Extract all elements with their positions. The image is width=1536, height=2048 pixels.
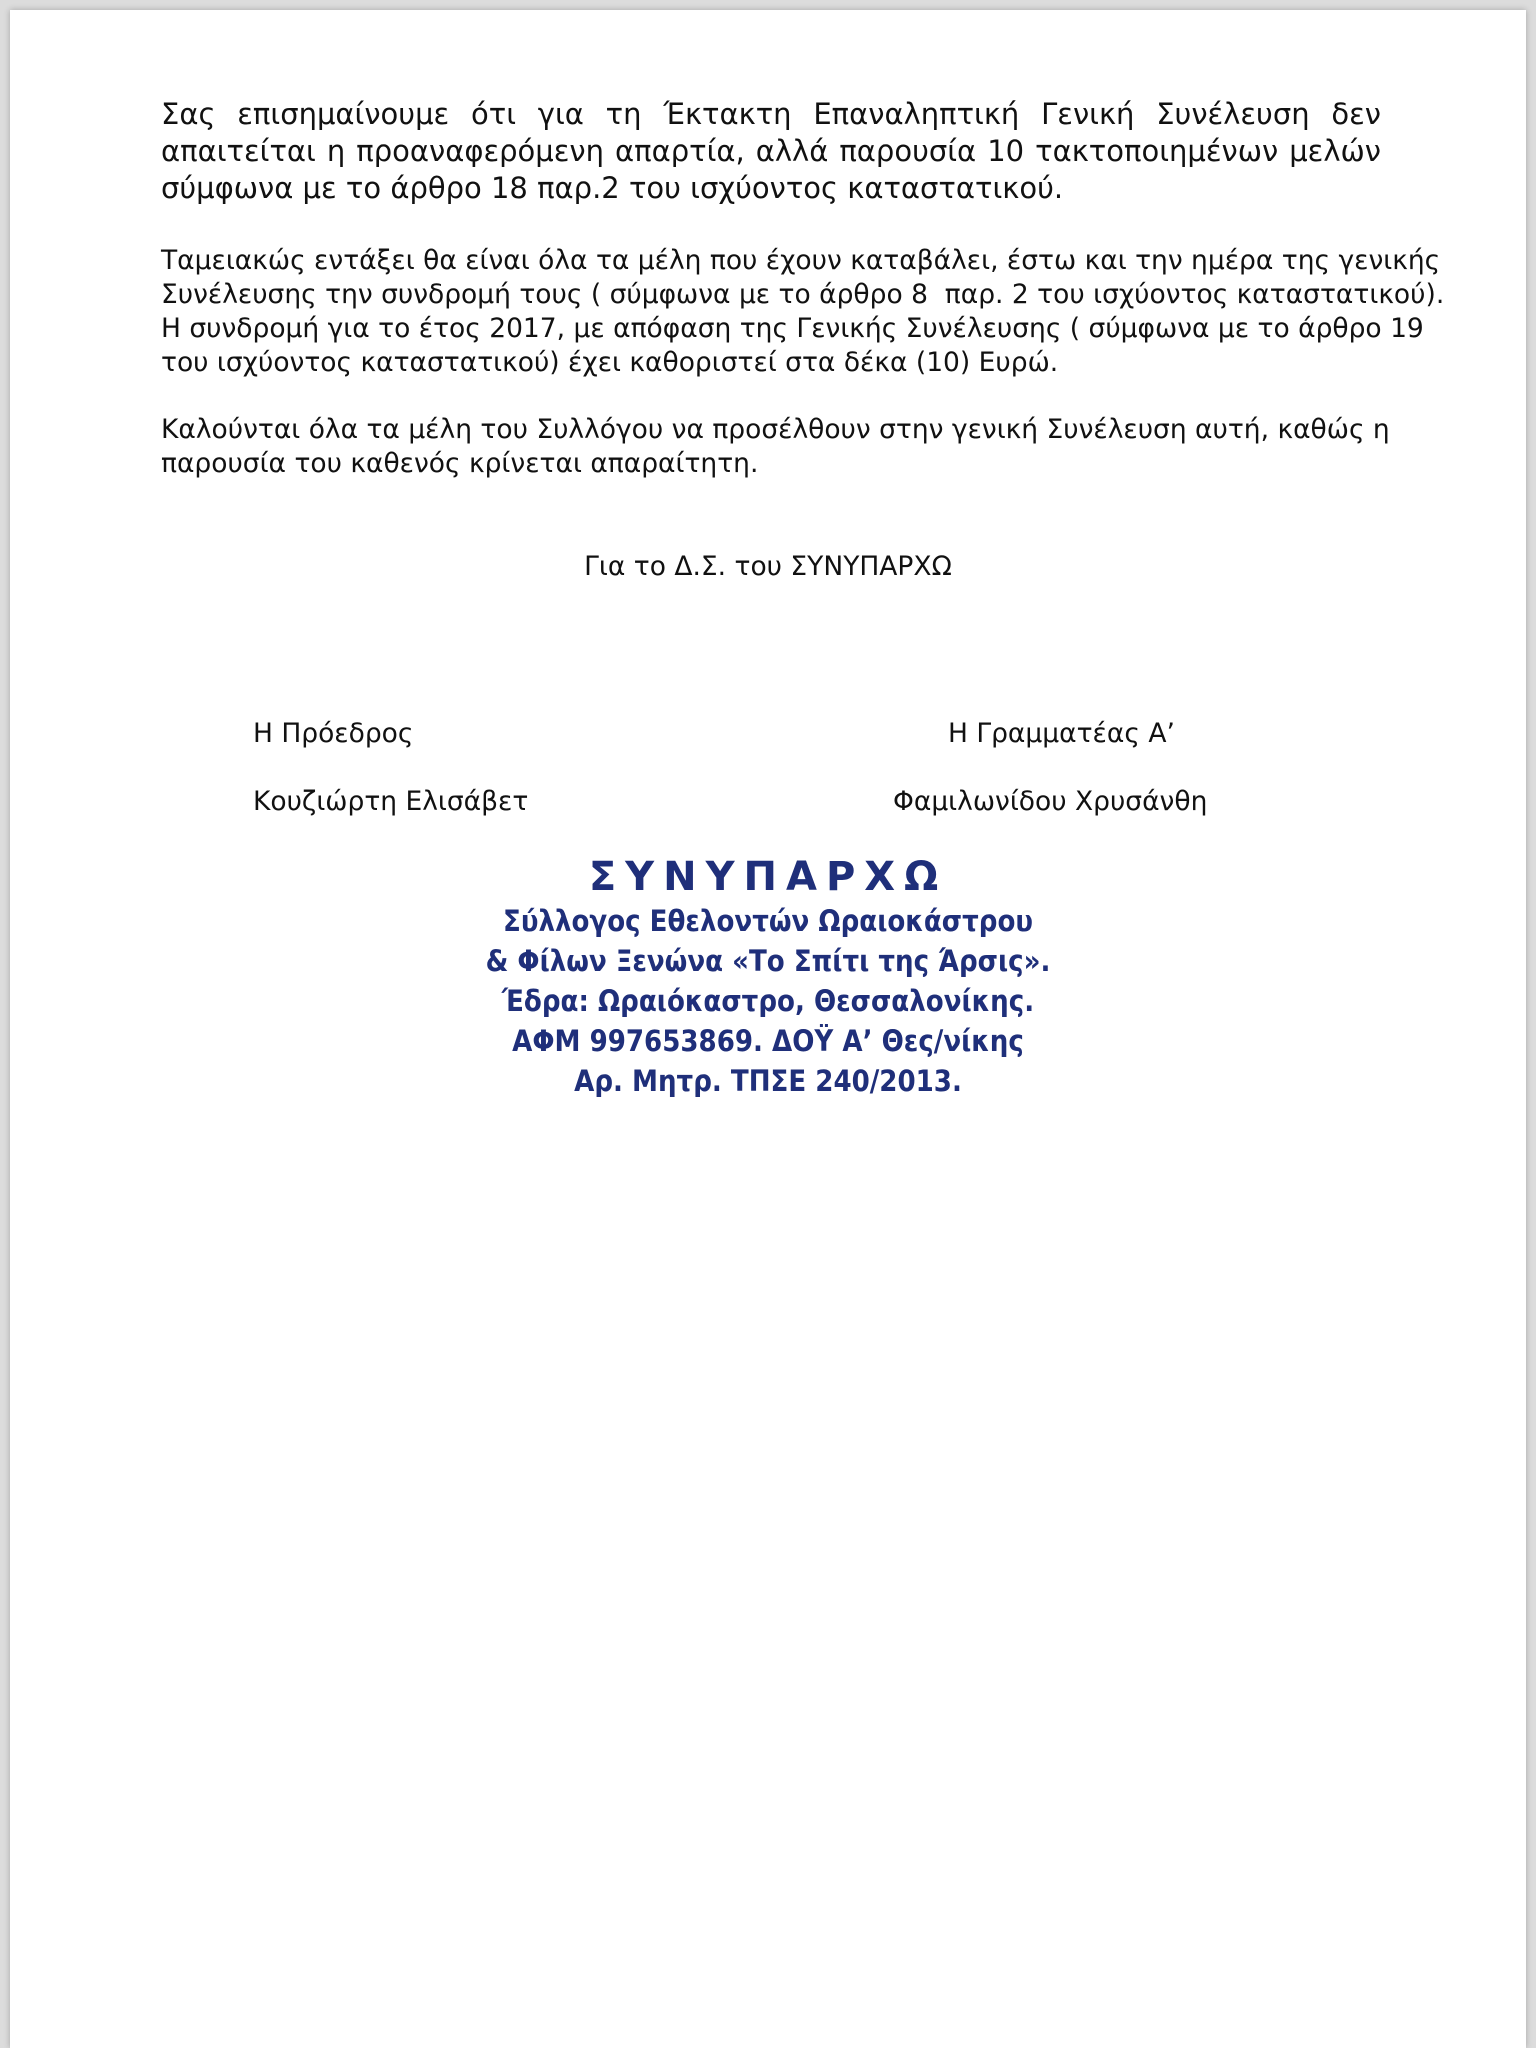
stamp-line-association: Σύλλογος Εθελοντών Ωραιοκάστρου — [502, 904, 1034, 938]
secretary-title: Η Γραμματέας Α’ — [948, 718, 1175, 749]
stamp-title: ΣΥΝΥΠΑΡΧΩ — [588, 854, 948, 900]
paragraph-quorum: Σας επισημαίνουμε ότι για τη Έκτακτη Επαναληπτική Γενική Συνέλευση δεν απαιτείται η προαναφερόμενη απαρτία, αλλά παρουσία 10 τακτοποιημένων μελών σύμφωνα με το άρθρο 18 παρ.2 του ισχύοντος καταστατικού. — [161, 97, 1381, 205]
stamp-line-tax-id: ΑΦΜ 997653869. ΔΟΫ Α’ Θες/νίκης — [512, 1024, 1024, 1058]
association-stamp — [10, 853, 1526, 1101]
board-signature-line: Για το Δ.Σ. του ΣΥΝΥΠΑΡΧΩ — [584, 551, 952, 582]
stamp-line-seat: Έδρα: Ωραιόκαστρο, Θεσσαλονίκης. — [501, 984, 1035, 1018]
president-title: Η Πρόεδρος — [253, 718, 414, 749]
stamp-line-registry: Αρ. Μητρ. ΤΠΣΕ 240/2013. — [574, 1064, 962, 1098]
paragraph-subscription: Ταμειακώς εντάξει θα είναι όλα τα μέλη που έχουν καταβάλει, έστω και την ημέρα της γενικής Συνέλευσης την συνδρομή τους ( σύμφωνα με το άρθρο 8 παρ. 2 του ισχύοντος καταστατικού). Η συνδρομή για το έτος 2017, με απόφαση της Γενικής Συνέλευσης ( σύμφωνα με το άρθρο 19 του ισχύοντος καταστατικού) έχει καθοριστεί στα δέκα (10) Ευρώ. — [161, 245, 1445, 378]
president-name: Κουζιώρτη Ελισάβετ — [253, 786, 529, 817]
secretary-name: Φαμιλωνίδου Χρυσάνθη — [893, 786, 1208, 817]
document-page — [10, 10, 1526, 2048]
stamp-line-hostel: & Φίλων Ξενώνα «Το Σπίτι της Άρσις». — [485, 944, 1051, 978]
paragraph-invitation: Καλούνται όλα τα μέλη του Συλλόγου να προσέλθουν στην γενική Συνέλευση αυτή, καθώς η παρουσία του καθενός κρίνεται απαραίτητη. — [161, 414, 1390, 479]
